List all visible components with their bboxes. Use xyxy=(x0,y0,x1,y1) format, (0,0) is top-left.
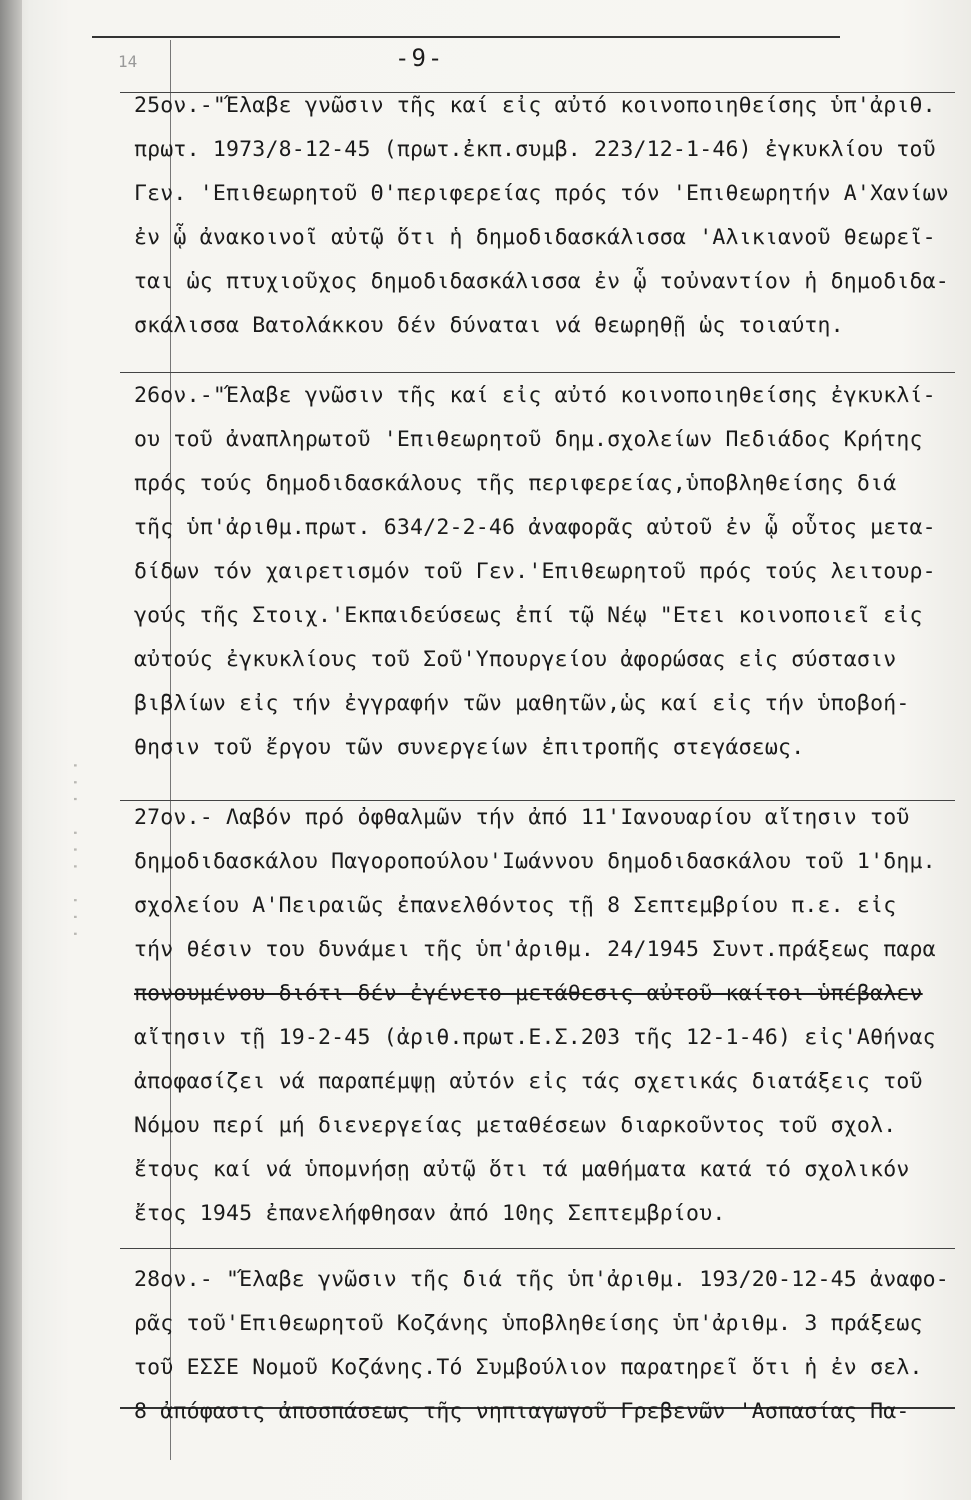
entry-line: ἔτος 1945 ἐπανελήφθησαν ἀπό 10ης Σεπτεμβρίου. xyxy=(134,1201,726,1226)
corner-stamp: 14 xyxy=(118,52,138,71)
entry-line: Γεν. 'Επιθεωρητοῦ Θ'περιφερείας πρός τόν 'Επιθεωρητήν Α'Χανίων xyxy=(134,181,949,206)
minutes-entry-26 xyxy=(134,374,960,770)
top-rule-line xyxy=(92,36,840,38)
entry-line: αἴτησιν τῇ 19-2-45 (ἀριθ.πρωτ.Ε.Σ.203 τῆς 12-1-46) εἰς'Αθήνας xyxy=(134,1025,936,1050)
entry-line: 27ον.- Λαβόν πρό ὀφθαλμῶν τήν ἀπό 11'Ιανουαρίου αἴτησιν τοῦ xyxy=(134,805,910,830)
entry-line: θησιν τοῦ ἔργου τῶν συνεργείων ἐπιτροπῆς στεγάσεως. xyxy=(134,735,805,760)
entry-line: ρᾶς τοῦ'Επιθεωρητοῦ Κοζάνης ὑποβληθείσης ὑπ'ἀριθμ. 3 πράξεως xyxy=(134,1311,923,1336)
entry-line: 26ον.-"Έλαβε γνῶσιν τῆς καί εἰς αὐτό κοινοποιηθείσης ἐγκυκλί- xyxy=(134,383,936,408)
minutes-entry-28 xyxy=(134,1258,960,1434)
entry-line: πρωτ. 1973/8-12-45 (πρωτ.ἐκπ.συμβ. 223/12-1-46) ἐγκυκλίου τοῦ xyxy=(134,137,936,162)
entry-separator xyxy=(120,372,955,373)
minutes-entry-27 xyxy=(134,796,960,1236)
entry-line: ου τοῦ ἀναπληρωτοῦ 'Επιθεωρητοῦ δημ.σχολείων Πεδιάδος Κρήτης xyxy=(134,427,923,452)
entry-line: σχολείου Α'Πειραιῶς ἐπανελθόντος τῇ 8 Σεπτεμβρίου π.ε. εἰς xyxy=(134,893,897,918)
minutes-entry-25 xyxy=(134,84,960,348)
entry-line: σκάλισσα Βατολάκκου δέν δύναται νά θεωρηθῇ ὡς τοιαύτη. xyxy=(134,313,844,338)
entry-line: ται ὡς πτυχιοῦχος δημοδιδασκάλισσα ἐν ᾧ τοὐναντίον ἡ δημοδιδα- xyxy=(134,269,949,294)
entry-line: τοῦ ΕΣΣΕ Νομοῦ Κοζάνης.Τό Συμβούλιον παρατηρεῖ ὅτι ἡ ἐν σελ. xyxy=(134,1355,923,1380)
entry-line: βιβλίων εἰς τήν ἐγγραφήν τῶν μαθητῶν,ὡς καί εἰς τήν ὑποβοή- xyxy=(134,691,910,716)
entry-line: τῆς ὑπ'ἀριθμ.πρωτ. 634/2-2-46 ἀναφορᾶς αὐτοῦ ἐν ᾧ οὗτος μετα- xyxy=(134,515,936,540)
entry-line: 28ον.- "Έλαβε γνῶσιν τῆς διά τῆς ὑπ'ἀριθμ. 193/20-12-45 ἀναφο- xyxy=(134,1267,949,1292)
entry-line: ἔτους καί νά ὑπομνήσῃ αὐτῷ ὅτι τά μαθήματα κατά τό σχολικόν xyxy=(134,1157,910,1182)
entry-line: ἀποφασίζει νά παραπέμψῃ αὐτόν εἰς τάς σχετικάς διατάξεις τοῦ xyxy=(134,1069,923,1094)
bleed-through-text: ··· ··· ··· xyxy=(64,760,85,946)
entry-line: δημοδιδασκάλου Παγοροπούλου'Ιωάννου δημοδιδασκάλου τοῦ 1'δημ. xyxy=(134,849,936,874)
entry-line: αὐτούς ἐγκυκλίους τοῦ Σοῦ'Υπουργείου ἀφορώσας εἰς σύστασιν xyxy=(134,647,897,672)
entry-line: δίδων τόν χαιρετισμόν τοῦ Γεν.'Επιθεωρητοῦ πρός τούς λειτουρ- xyxy=(134,559,936,584)
entry-line: τήν θέσιν του δυνάμει τῆς ὑπ'ἀριθμ. 24/1945 Συντ.πράξεως παρα xyxy=(134,937,936,962)
entry-line: πρός τούς δημοδιδασκάλους τῆς περιφερείας,ὑποβληθείσης διά xyxy=(134,471,897,496)
entry-line: 25ον.-"Έλαβε γνῶσιν τῆς καί εἰς αὐτό κοινοποιηθείσης ὑπ'ἀριθ. xyxy=(134,93,936,118)
entry-line-struck: πονουμένου διότι δέν ἐγένετο μετάθεσις αὐτοῦ καίτοι ὑπέβαλεν xyxy=(134,981,923,1006)
entry-line: γούς τῆς Στοιχ.'Εκπαιδεύσεως ἐπί τῷ Νέῳ "Ετει κοινοποιεῖ εἰς xyxy=(134,603,923,628)
entry-line: ἐν ᾧ ἀνακοινοῖ αὐτῷ ὅτι ἡ δημοδιδασκάλισσα 'Αλικιανοῦ θεωρεῖ- xyxy=(134,225,936,250)
entry-line: Νόμου περί μή διενεργείας μεταθέσεων διαρκοῦντος τοῦ σχολ. xyxy=(134,1113,897,1138)
entry-line: 8 ἀπόφασις ἀποσπάσεως τῆς νηπιαγωγοῦ Γρεβενῶν 'Ασπασίας Πα- xyxy=(134,1399,910,1424)
entry-separator xyxy=(120,1248,955,1249)
binding-edge xyxy=(0,0,22,1500)
page-number: -9- xyxy=(395,44,445,72)
